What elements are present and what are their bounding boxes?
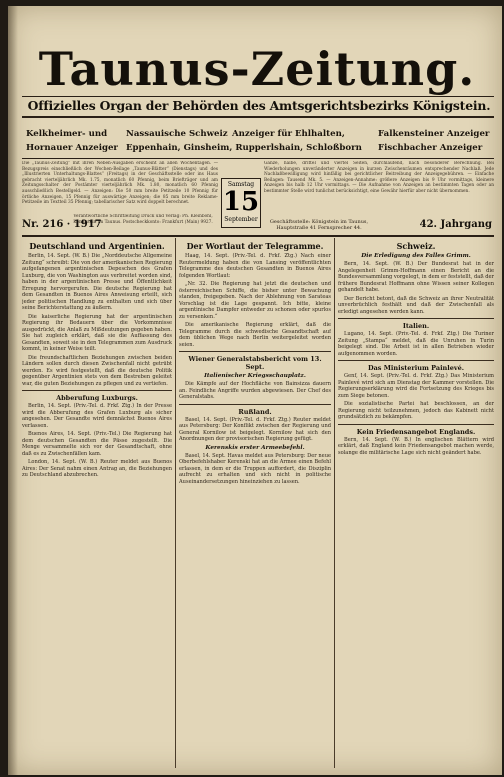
article-paragraph: Berlin, 14. Sept. (Priv.-Tel. d. Frkf. Ztg.) In der Presse wird die Abberufung des Grafen Luxburg als sicher angesehen. Der Gesandte wird demnächst Buenos Aires verlassen. xyxy=(22,403,172,429)
edition-falkenstein: Falkensteiner Anzeiger xyxy=(378,129,490,139)
edition-kelkheim: Kelkheimer- und xyxy=(26,129,108,139)
article-paragraph: Basel, 14. Sept. Havas meldet aus Petersburg: Der neue Oberbefehlshaber Kerenski hat an die Armee einen Befehl erlassen, in dem er die Truppen auffordert, die Disziplin aufrecht zu erhalten und sich nicht in politische Auseinandersetzungen hineinziehen zu lassen. xyxy=(179,452,331,485)
masthead-subtitle: Offizielles Organ der Behörden des Amtsgerichtsbezirks Königstein. xyxy=(27,98,491,113)
edition-ehlhalten: Anzeiger für Ehlhalten, xyxy=(232,129,345,139)
subscription-notice: Die „Taunus-Zeitung“ mit ihren Neben-Ausgaben erscheint an allen Wochentagen. — Bezugspreis einschließlich der Wochen-Beilage „Taunus-Blätter“ (Dienstags) und des „Illustrierten Unterhaltungs-Blattes“ (Freitags) in der Geschäftsstelle oder ins Haus gebracht vierteljährlich Mk. 1.75, monatlich 60 Pfennig, beim Briefträger und am Zeitungsschalter der Postämter vierteljährlich Mk. 1.80, monatlich 60 Pfennig ausschließlich Bestellgeld. — Anzeigen: Die 50 mm breite Petitzeile 10 Pfennig für örtliche Anzeigen, 15 Pfennig für auswärtige Anzeigen; die 85 mm breite Reklame-Petitzeile im Textteil 35 Pfennig; tabellarischer Satz wird doppelt berechnet. xyxy=(22,161,218,206)
column-divider xyxy=(334,238,335,768)
edition-nassauische-schweiz: Nassauische Schweiz xyxy=(126,129,228,139)
issue-volume: 42. Jahrgang xyxy=(419,219,492,230)
column-separator xyxy=(22,390,172,391)
column-separator xyxy=(338,360,494,361)
newspaper-page xyxy=(8,6,502,775)
article-paragraph: Haag, 14. Sept. (Priv.-Tel. d. Frkf. Ztg.) Nach einer Reutermeldung haben die von Lansing veröffentlichten Telegramme des deutschen Gesandten in Buenos Aires folgenden Wortlaut: xyxy=(179,253,331,279)
article-paragraph: Bern, 14. Sept. (W. B.) Der Bundesrat hat in der Angelegenheit Grimm-Hoffmann einen Bericht an die Bundesversammlung vorgelegt, in dem er feststellt, daß der frühere Bundesrat Hoffmann ohne Wissen seiner Kollegen gehandelt habe. xyxy=(338,261,494,293)
headline-england: Kein Friedensangebot Englands. xyxy=(356,427,476,436)
date-weekday: Samstag xyxy=(227,181,255,188)
headline-telegramme: Der Wortlaut der Telegramme. xyxy=(186,241,324,251)
article-paragraph: London, 14. Sept. (W. B.) Reuter meldet aus Buenos Aires: Der Senat nahm einen Antrag an, die Beziehungen zu Deutschland abzubrechen. xyxy=(22,459,172,478)
headline-schweiz: Schweiz. xyxy=(396,241,436,251)
column-separator xyxy=(179,351,331,352)
column-3 xyxy=(338,238,494,773)
article-paragraph: Die freundschaftlichen Beziehungen zwischen beiden Ländern sollen durch diesen Zwischenfall nicht getrübt werden. Es wird festgestellt, daß die deutsche Politik gegenüber Argentinien stets von dem Bestreben geleitet war, die guten Beziehungen zu pflegen und zu vertiefen. xyxy=(22,354,172,387)
article-paragraph: Der Bericht betont, daß die Schweiz an ihrer Neutralität unverbrüchlich festhält und daß der Zwischenfall als erledigt angesehen werden kann. xyxy=(338,295,494,315)
article-paragraph: Berlin, 14. Sept. (W. B.) Die „Norddeutsche Allgemeine Zeitung“ schreibt: Die von der amerikanischen Regierung aufgefangenen argentinischen Depeschen des Grafen Luxburg, die von Washington aus verbreitet worden sind, haben in der argentinischen Presse und Öffentlichkeit Erregung hervorgerufen. Die deutsche Regierung hat dem Gesandten in Buenos Aires Anweisung erteilt, sich jeder politischen Handlung zu enthalten und sich über seine Berichterstattung zu äußern. xyxy=(22,253,172,311)
edition-fischbach: Fischbacher Anzeiger xyxy=(378,143,483,153)
issue-rule xyxy=(22,235,494,237)
headline-painleve: Das Ministerium Painlevé. xyxy=(367,364,465,372)
headline-generalstab: Wiener Generalstabsbericht vom 13. Sept. xyxy=(188,355,322,371)
column-divider xyxy=(175,238,176,768)
article-paragraph: Die amerikanische Regierung erklärt, daß die Telegramme durch die schwedische Gesandtschaft auf dem üblichen Wege nach Berlin weitergeleitet worden seien. xyxy=(179,322,331,348)
article-paragraph: Basel, 14. Sept. (Priv.-Tel. d. Frkf. Ztg.) Reuter meldet aus Petersburg: Der Konflikt zwischen der Regierung und General Kornilow ist beigelegt. Kornilow hat sich den Anordnungen der provisorischen Regierung gefügt. xyxy=(179,416,331,442)
article-paragraph: Die sozialistische Partei hat beschlossen, an der Regierung nicht teilzunehmen, jedoch das Kabinett nicht grundsätzlich zu bekämpfen. xyxy=(338,401,494,420)
column-2 xyxy=(179,238,331,773)
headline-russland: Rußland. xyxy=(238,407,272,416)
subhead-italien: Italienischer Kriegsschauplatz. xyxy=(204,373,306,379)
headline-argentinien: Deutschland und Argentinien. xyxy=(29,241,165,251)
column-1 xyxy=(22,238,172,773)
column-separator xyxy=(338,424,494,425)
article-paragraph: Bern, 14. Sept. (W. B.) In englischen Blättern wird erklärt, daß England kein Friedensangebot machen werde, solange die militärische Lage sich nicht geändert habe. xyxy=(338,436,494,456)
imprint-left: Verantwortliche Schriftleitung Druck und Verlag: Ph. Kleinböhl, Königstein im Taunus. Postscheckkonto: Frankfurt (Main) 9927. xyxy=(73,214,213,225)
article-paragraph: Buenos Aires, 14. Sept. (Priv.-Tel.) Die Regierung hat dem deutschen Gesandten die Pässe zugestellt. Die Menge versammelte sich vor der Gesandtschaft, ohne daß es zu Zwischenfällen kam. xyxy=(22,431,172,457)
advertising-notice: Ganze, halbe, drittel und viertel Seiten, durchlaufend, nach besonderer Berechnung. Bei Wiederholungen unveränderter Anzeigen in kurzen Zwischenräumen entsprechender Nachlaß. Jede Nachlaßbewilligung wird hinfällig bei gerichtlicher Beitreibung der Anzeigegebühren. — Einfache Beilagen: Tausend Mk. 5. — Anzeigen-Annahme: größere Anzeigen bis 9 Uhr vormittags, kleinere Anzeigen bis halb 12 Uhr vormittags. — Die Aufnahme von Anzeigen an bestimmten Tagen oder an bestimmter Stelle wird tunlichst berücksichtigt, eine Gewähr hierfür aber nicht übernommen. xyxy=(264,161,494,194)
edition-eppenhain: Eppenhain, Ginsheim, Rupperlshain, Schloßborn xyxy=(126,143,362,153)
titles-rule xyxy=(22,158,494,159)
article-paragraph: Lugano, 14. Sept. (Priv.-Tel. d. Frkf. Ztg.) Die Turiner Zeitung „Stampa“ meldet, daß die Unruhen in Turin beigelegt sind. Die Arbeit ist in allen Betrieben wieder aufgenommen worden. xyxy=(338,331,494,357)
masthead-title: Taunus-Zeitung. xyxy=(38,42,476,96)
date-day: 15 xyxy=(222,187,260,217)
article-paragraph: Die Kämpfe auf der Hochfläche von Bainsizza dauern an. Feindliche Angriffe wurden abgewiesen. Der Chef des Generalstabs. xyxy=(179,381,331,400)
headline-abberufung: Abberufung Luxburgs. xyxy=(56,394,138,402)
column-separator xyxy=(179,404,331,405)
article-paragraph: „Nr. 32. Die Regierung hat jetzt die deutschen und österreichischen Schiffe, die bisher unter Bewachung standen, freigegeben. Nach der Ablehnung von Sarateas Vorschlag ist die Lage gespannt. Ich bitte, kleine argentinische Dampfer entweder zu schonen oder spurlos zu versenken.“ xyxy=(179,281,331,320)
edition-hornau: Hornauer Anzeiger xyxy=(26,143,118,153)
date-month: September xyxy=(224,216,258,223)
issue-row xyxy=(22,216,494,234)
headline-italien: Italien. xyxy=(402,322,430,330)
article-paragraph: Die kaiserliche Regierung hat der argentinischen Regierung ihr Bedauern über die Vorkommnisse ausgedrückt, die Anlaß zu Mißdeutungen gegeben haben. Sie hat zugleich erklärt, daß sie die Auffassung des Gesandten, soweit sie in den Telegrammen zum Ausdruck kommt, in keiner Weise teilt. xyxy=(22,313,172,352)
column-separator xyxy=(338,318,494,319)
imprint-center: Geschäftsstelle: Königstein im Taunus, Hauptstraße 41 Fernsprecher 44. xyxy=(269,219,369,231)
issue-number: Nr. 216 · 1917 xyxy=(22,219,102,230)
subhead-grimm: Die Erledigung des Falles Grimm. xyxy=(361,253,471,259)
masthead-rule xyxy=(22,96,494,97)
subhead-armeebefehl: Kerenskis erster Armeebefehl. xyxy=(205,444,305,451)
article-paragraph: Genf, 14. Sept. (Priv.-Tel. d. Frkf. Ztg.) Das Ministerium Painlevé wird sich am Dienstag der Kammer vorstellen. Die Regierungserklärung wird die Fortsetzung des Krieges bis zum Siege betonen. xyxy=(338,373,494,399)
subtitle-rule xyxy=(22,116,494,118)
